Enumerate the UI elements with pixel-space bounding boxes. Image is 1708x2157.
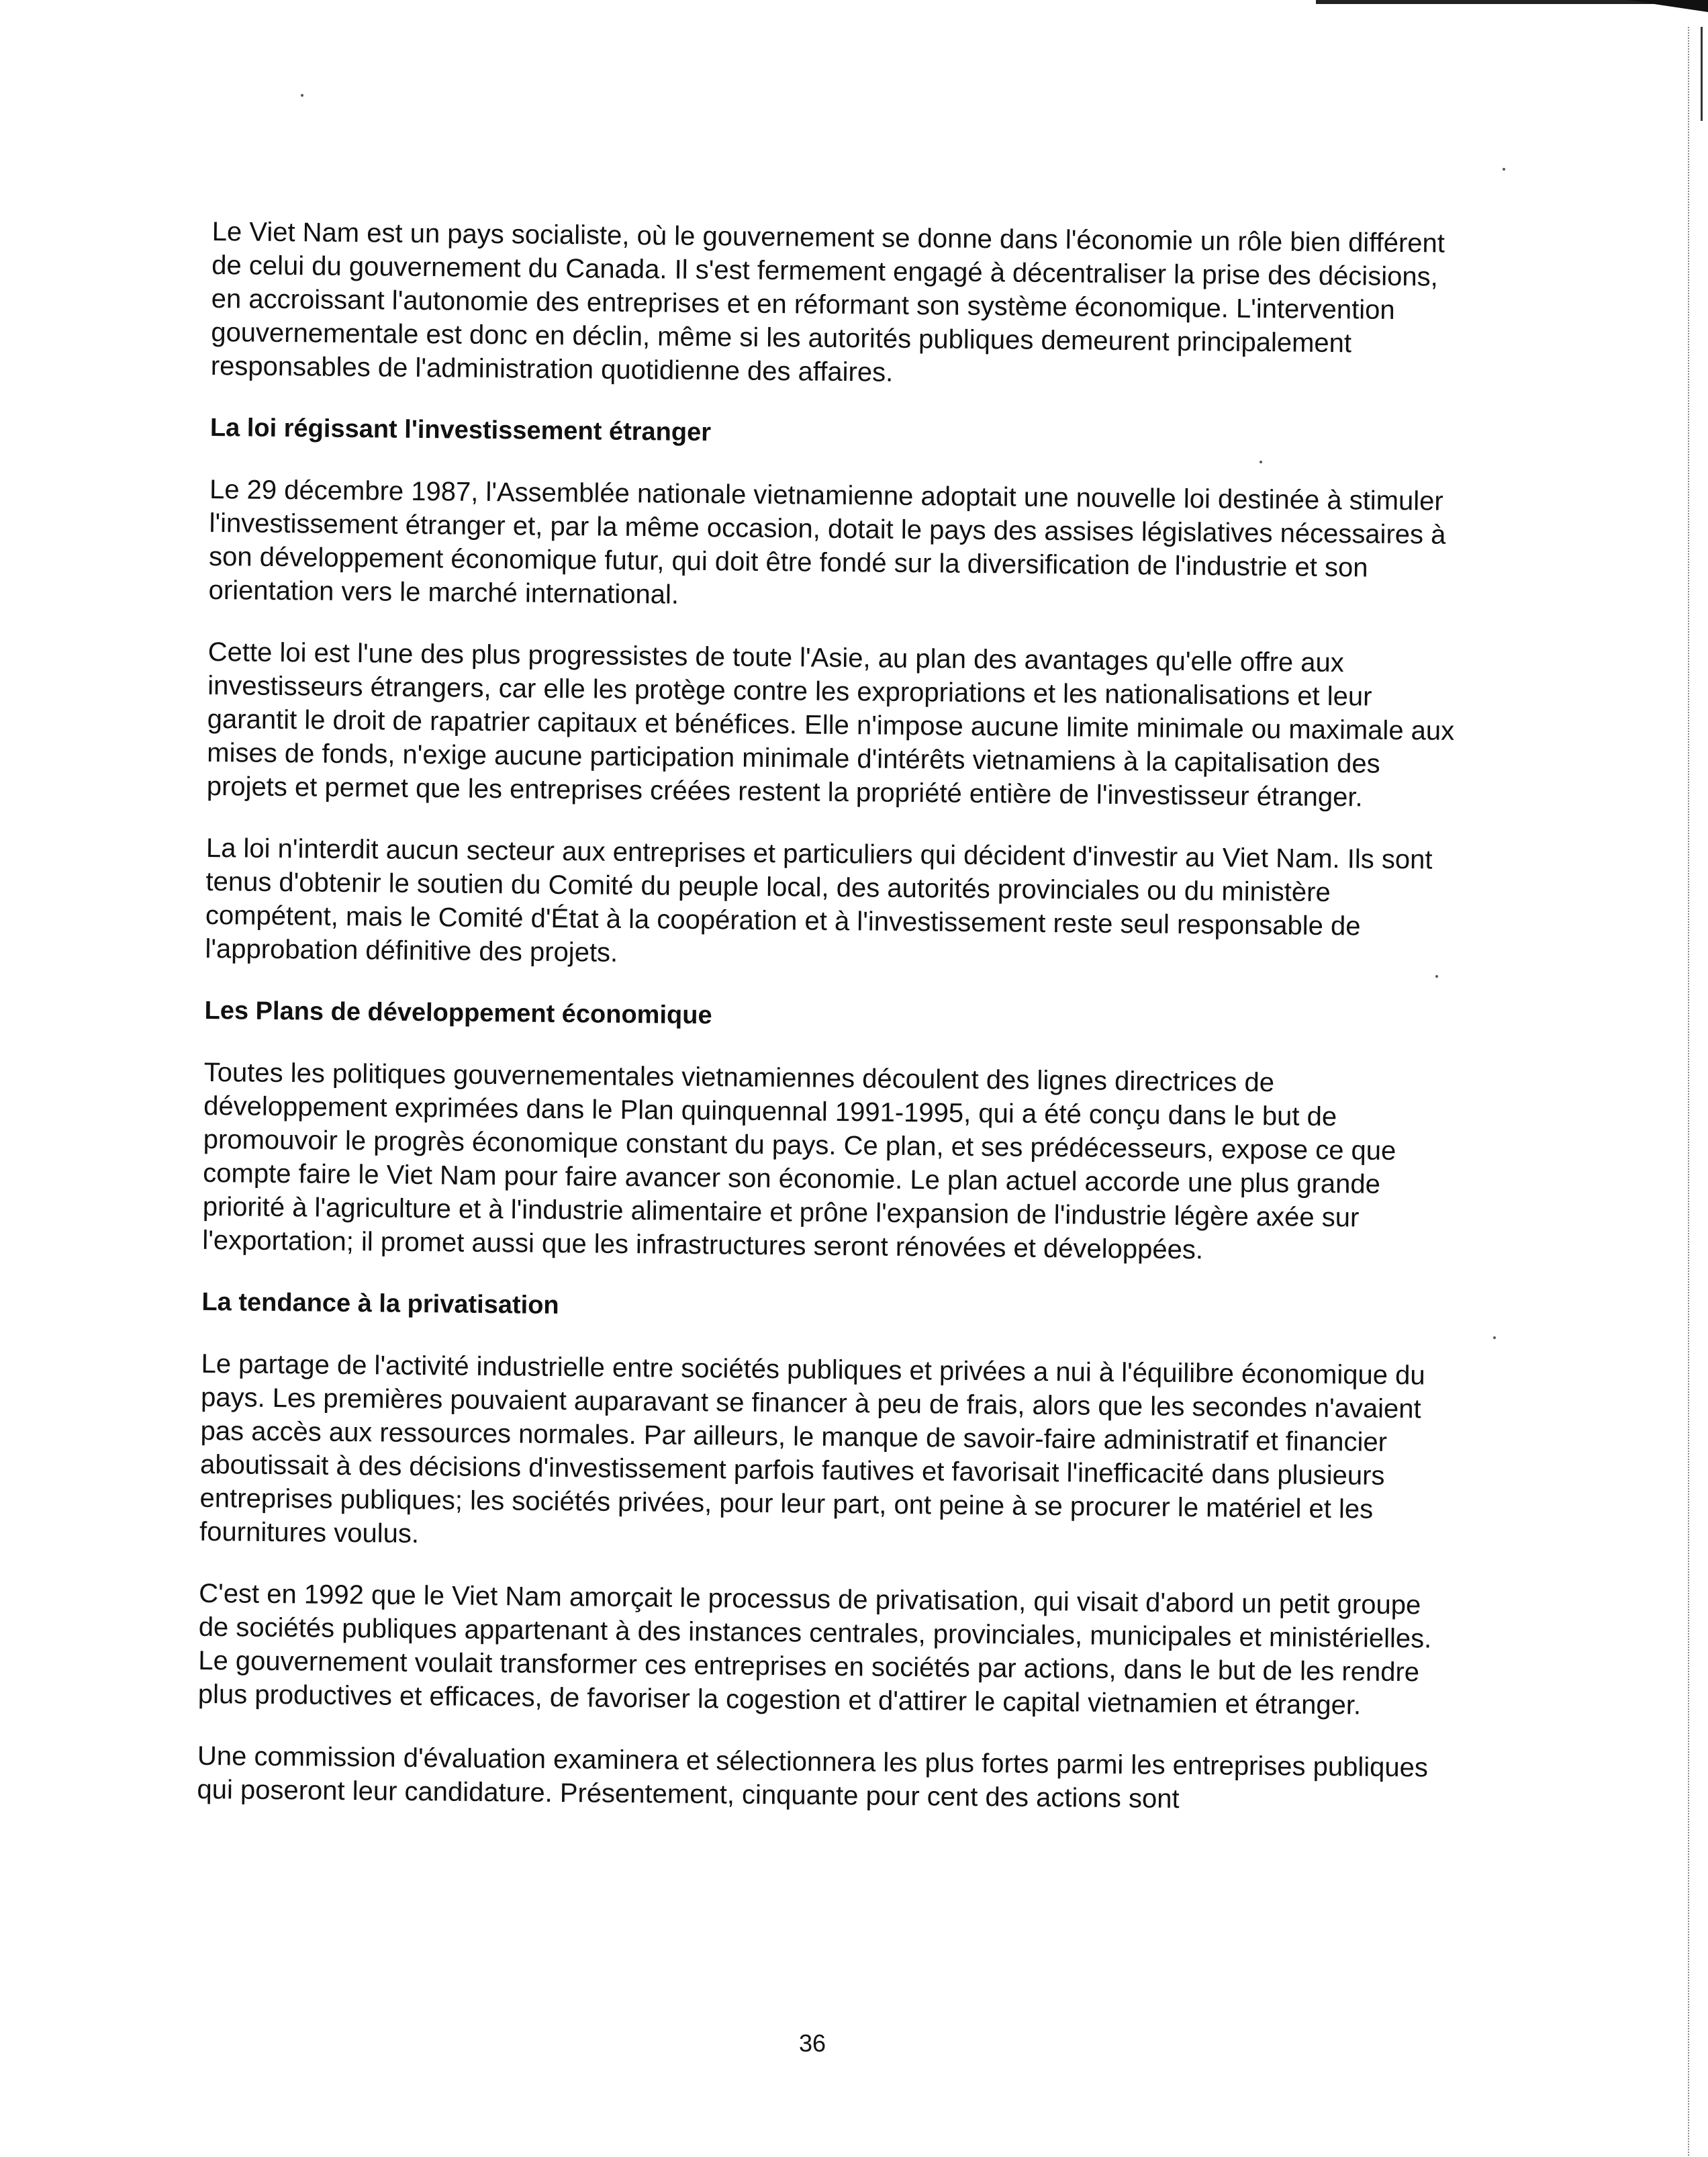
- scan-artifact-corner: [1627, 0, 1708, 12]
- scan-speck: [1503, 168, 1505, 171]
- section-heading-development-plans: Les Plans de développement économique: [204, 996, 712, 1030]
- paragraph-law-advantages: Cette loi est l'une des plus progressistes de toute l'Asie, au plan des avantages qu'elle offre aux investisseurs étrangers, car elle les protège contre les expropriations et les nationalisations et leur garantit le droit de rapatrier capitaux et bénéfices. Elle n'impose aucune limite minimale ou maximale aux mises de fonds, n'exige aucune participation minimale d'intérêts vietnamiens à la capitalisation des projets et permet que les entreprises créées restent la propriété entière de l'investisseur étranger.: [206, 637, 1455, 813]
- page-number: 36: [798, 2029, 826, 2057]
- section-heading-foreign-investment-law: La loi régissant l'investissement étranger: [209, 413, 712, 447]
- paragraph-law-sectors: La loi n'interdit aucun secteur aux entreprises et particuliers qui décident d'investir au Viet Nam. Ils sont tenus d'obtenir le soutien du Comité du peuple local, des autorités provinciales ou du ministère compétent, mais le Comité d'État à la coopération et à l'investissement reste seul responsable de l'approbation définitive des projets.: [205, 833, 1433, 968]
- paragraph-evaluation-commission: Une commission d'évaluation examinera et sélectionnera les plus fortes parmi les entreprises publiques qui poseront leur candidature. Présentement, cinquante pour cent des actions sont: [197, 1741, 1429, 1814]
- paragraph-law-adoption: Le 29 décembre 1987, l'Assemblée nationale vietnamienne adoptait une nouvelle loi destinée à stimuler l'investissement étranger et, par la même occasion, dotait le pays des assises législatives nécessaires à son développement économique futur, qui doit être fondé sur la diversification de l'industrie et son orientation vers le marché international.: [208, 474, 1446, 610]
- paragraph-five-year-plan: Toutes les politiques gouvernementales vietnamiennes découlent des lignes directrices de développement exprimées dans le Plan quinquennal 1991-1995, qui a été conçu dans le but de promouvoir le progrès économique constant du pays. Ce plan, et ses prédécesseurs, expose ce que compte faire le Viet Nam pour faire avancer son économie. Le plan actuel accorde une plus grande priorité à l'agriculture et à l'industrie alimentaire et prône l'expansion de l'industrie légère axée sur l'exportation; il promet aussi que les infrastructures seront rénovées et développées.: [202, 1057, 1396, 1265]
- section-heading-privatisation: La tendance à la privatisation: [201, 1287, 559, 1320]
- scan-artifact-right-mark: [1701, 27, 1703, 121]
- document-body: [197, 215, 1461, 1847]
- scan-speck: [1493, 1336, 1496, 1339]
- scan-speck: [301, 94, 303, 97]
- scan-artifact-right-edge: [1688, 27, 1692, 2156]
- paragraph-intro: Le Viet Nam est un pays socialiste, où le gouvernement se donne dans l'économie un rôle bien différent de celui du gouvernement du Canada. Il s'est fermement engagé à décentraliser la prise des décisions, en accroissant l'autonomie des entreprises et en réformant son système économique. L'intervention gouvernementale est donc en déclin, même si les autorités publiques demeurent principalement responsables de l'administration quotidienne des affaires.: [210, 216, 1445, 387]
- paragraph-public-private-imbalance: Le partage de l'activité industrielle entre sociétés publiques et privées a nui à l'équilibre économique du pays. Les premières pouvaient auparavant se financer à peu de frais, alors que les secondes n'avaient pas accès aux ressources normales. Par ailleurs, le manque de savoir-faire administratif et financier aboutissait à des décisions d'investissement parfois fautives et favorisait l'inefficacité dans plusieurs entreprises publiques; les sociétés privées, pour leur part, ont peine à se procurer le matériel et les fournitures voulus.: [199, 1348, 1425, 1549]
- paragraph-privatisation-1992: C'est en 1992 que le Viet Nam amorçait le processus de privatisation, qui visait d'abord un petit groupe de sociétés publiques appartenant à des instances centrales, provinciales, municipales et ministérielles. Le gouvernement voulait transformer ces entreprises en sociétés par actions, dans le but de les rendre plus productives et efficaces, de favoriser la cogestion et d'attirer le capital vietnamien et étranger.: [197, 1578, 1432, 1720]
